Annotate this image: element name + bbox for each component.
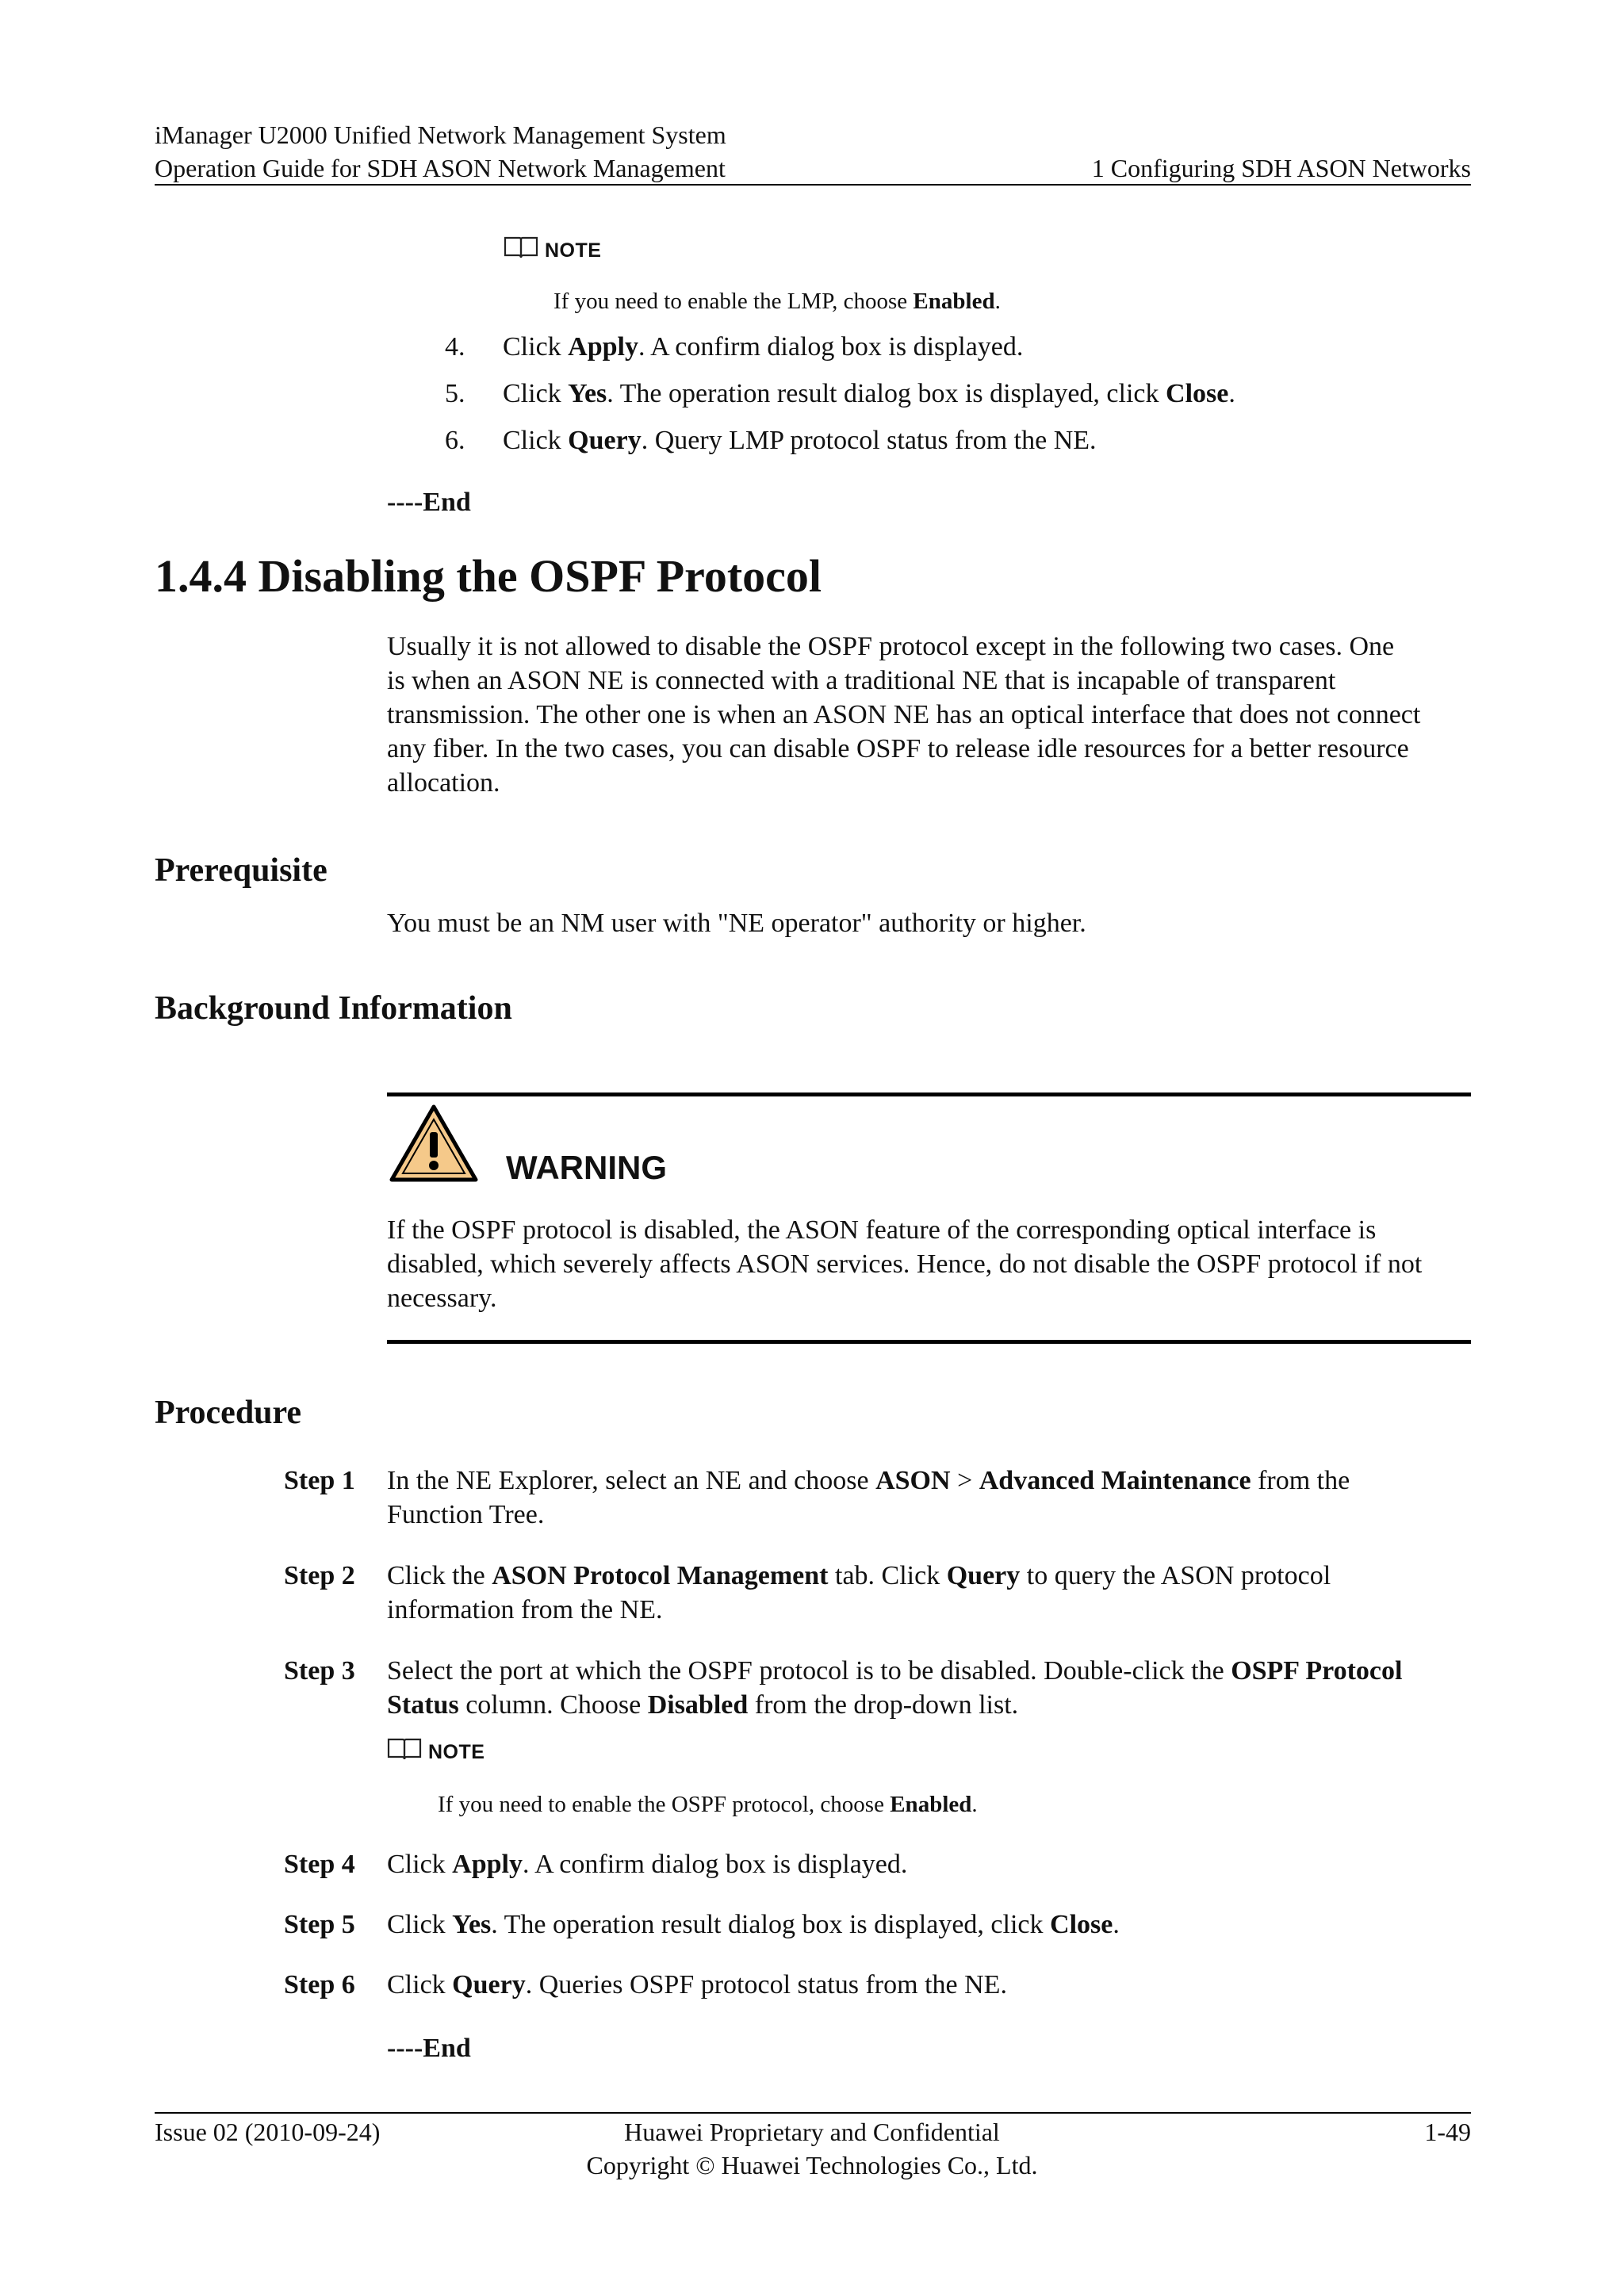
step-label: Step 3 xyxy=(284,1656,355,1686)
header-chapter-title: 1 Configuring SDH ASON Networks xyxy=(1091,154,1471,182)
intro-line-1: Usually it is not allowed to disable the OSPF protocol except in the following two cases. One xyxy=(387,632,1395,661)
background-heading: Background Information xyxy=(155,990,512,1027)
step-1-line-2: Function Tree. xyxy=(387,1500,545,1529)
footer-copyright: Copyright © Huawei Technologies Co., Ltd. xyxy=(586,2151,1038,2179)
warning-line-3: necessary. xyxy=(387,1284,497,1313)
top-note-text: If you need to enable the LMP, choose Enabled. xyxy=(553,289,1001,314)
book-icon xyxy=(387,1736,422,1762)
step-label: Step 1 xyxy=(284,1466,355,1495)
warning-icon xyxy=(387,1102,481,1184)
intro-line-2: is when an ASON NE is connected with a traditional NE that is incapable of transparent xyxy=(387,666,1336,695)
header-product-title: iManager U2000 Unified Network Management System xyxy=(155,121,726,149)
step-6-text: Click Query. Queries OSPF protocol status from the NE. xyxy=(387,1970,1007,1999)
step-label: Step 6 xyxy=(284,1970,355,1999)
intro-line-3: transmission. The other one is when an ASON NE has an optical interface that does not connect xyxy=(387,700,1421,729)
prerequisite-text: You must be an NM user with "NE operator" authority or higher. xyxy=(387,909,1086,938)
header-guide-title: Operation Guide for SDH ASON Network Management xyxy=(155,154,726,182)
list-item: Click Apply. A confirm dialog box is displayed. xyxy=(503,332,1024,362)
footer-issue: Issue 02 (2010-09-24) xyxy=(155,2118,381,2146)
end-marker: ----End xyxy=(387,2034,471,2063)
step-2-line-1: Click the ASON Protocol Management tab. Click Query to query the ASON protocol xyxy=(387,1561,1331,1590)
step-1-line-1: In the NE Explorer, select an NE and choose ASON > Advanced Maintenance from the xyxy=(387,1466,1350,1495)
step-4-text: Click Apply. A confirm dialog box is displayed. xyxy=(387,1850,908,1879)
step-label: Step 2 xyxy=(284,1561,355,1590)
step-label: Step 4 xyxy=(284,1850,355,1879)
warning-line-1: If the OSPF protocol is disabled, the ASON feature of the corresponding optical interface is xyxy=(387,1215,1377,1245)
warning-top-rule xyxy=(387,1093,1471,1096)
footer-page-number: 1-49 xyxy=(1424,2118,1471,2146)
step-3-line-1: Select the port at which the OSPF protocol is to be disabled. Double-click the OSPF Protocol xyxy=(387,1656,1403,1686)
section-title: 1.4.4 Disabling the OSPF Protocol xyxy=(155,550,822,602)
note-label: NOTE xyxy=(428,1741,485,1763)
warning-line-2: disabled, which severely affects ASON services. Hence, do not disable the OSPF protocol if not xyxy=(387,1249,1423,1279)
note-label: NOTE xyxy=(545,239,602,262)
warning-label: WARNING xyxy=(506,1149,667,1186)
footer-confidential: Huawei Proprietary and Confidential xyxy=(624,2118,1000,2146)
step-3-line-2: Status column. Choose Disabled from the drop-down list. xyxy=(387,1690,1019,1720)
warning-bottom-rule xyxy=(387,1340,1471,1344)
header-rule xyxy=(155,184,1471,186)
list-item-number: 5. xyxy=(445,379,465,408)
procedure-heading: Procedure xyxy=(155,1395,302,1431)
end-marker: ----End xyxy=(387,488,471,517)
intro-line-5: allocation. xyxy=(387,768,500,798)
step-2-line-2: information from the NE. xyxy=(387,1595,663,1624)
list-item: Click Yes. The operation result dialog box is displayed, click Close. xyxy=(503,379,1235,408)
intro-line-4: any fiber. In the two cases, you can disable OSPF to release idle resources for a better resource xyxy=(387,734,1409,763)
list-item-number: 4. xyxy=(445,332,465,362)
footer-rule xyxy=(155,2112,1471,2114)
list-item: Click Query. Query LMP protocol status from the NE. xyxy=(503,426,1097,455)
prerequisite-heading: Prerequisite xyxy=(155,852,327,889)
book-icon xyxy=(504,235,538,260)
procedure-note-text: If you need to enable the OSPF protocol, choose Enabled. xyxy=(438,1792,978,1817)
list-item-number: 6. xyxy=(445,426,465,455)
step-5-text: Click Yes. The operation result dialog box is displayed, click Close. xyxy=(387,1910,1120,1939)
step-label: Step 5 xyxy=(284,1910,355,1939)
